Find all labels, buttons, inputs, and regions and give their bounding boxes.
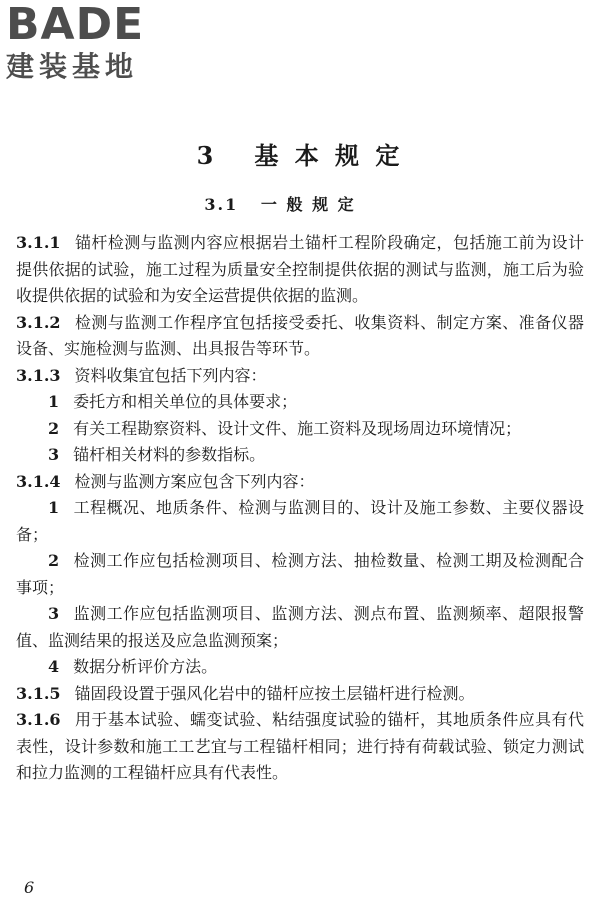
clause-number: 3.1.3	[16, 365, 61, 385]
clause-number: 3.1.5	[16, 683, 61, 703]
chapter-title	[0, 136, 600, 171]
item-number: 3	[48, 604, 60, 623]
chapter-number: 3	[196, 141, 218, 170]
list-item	[16, 548, 584, 601]
paragraph-text: 工程概况、地质条件、检测与监测目的、设计及施工参数、主要仪器设备；	[16, 498, 584, 544]
body-text	[16, 230, 584, 787]
section-title-text: 一 般 规 定	[260, 195, 356, 214]
paragraph-text: 锚杆相关材料的参数指标。	[73, 445, 266, 464]
clause-paragraph	[16, 310, 584, 363]
logo-main-text: BADE	[6, 0, 145, 50]
paragraph-text: 检测与监测工作程序宜包括接受委托、收集资料、制定方案、准备仪器设备、实施检测与监测、出具报告等环节。	[16, 312, 584, 358]
item-number: 3	[48, 445, 60, 464]
item-number: 4	[48, 657, 60, 676]
item-number: 2	[48, 551, 60, 570]
item-number: 1	[48, 392, 60, 411]
paragraph-text: 锚固段设置于强风化岩中的锚杆应按土层锚杆进行检测。	[74, 683, 475, 703]
paragraph-text: 锚杆检测与监测内容应根据岩土锚杆工程阶段确定，包括施工前为设计提供依据的试验，施工过程为质量安全控制提供依据的测试与监测，施工后为验收提供依据的试验和为安全运营提供依据的监测。	[16, 233, 584, 305]
clause-number: 3.1.1	[16, 233, 61, 252]
paragraph-text: 检测工作应包括检测项目、检测方法、抽检数量、检测工期及检测配合事项；	[16, 551, 584, 597]
clause-paragraph	[16, 363, 584, 390]
paragraph-text: 有关工程勘察资料、设计文件、施工资料及现场周边环境情况；	[73, 418, 522, 438]
clause-paragraph	[16, 707, 584, 787]
list-item	[16, 389, 584, 416]
list-item	[16, 495, 584, 548]
logo-sub-text: 建装基地	[6, 50, 139, 83]
paragraph-text: 委托方和相关单位的具体要求；	[73, 392, 298, 411]
clause-paragraph	[16, 469, 584, 496]
item-number: 2	[48, 418, 60, 438]
list-item	[16, 442, 584, 469]
paragraph-text: 资料收集宜包括下列内容：	[74, 365, 267, 385]
clause-paragraph	[16, 681, 584, 708]
page-number: 6	[24, 878, 35, 897]
list-item	[16, 601, 584, 654]
logo	[6, 2, 186, 88]
clause-number: 3.1.2	[16, 312, 61, 332]
list-item	[16, 416, 584, 443]
section-title	[0, 192, 560, 215]
paragraph-text: 数据分析评价方法。	[73, 657, 218, 676]
list-item	[16, 654, 584, 681]
paragraph-text: 检测与监测方案应包含下列内容：	[74, 471, 315, 491]
clause-paragraph	[16, 230, 584, 310]
clause-number: 3.1.4	[16, 471, 61, 491]
paragraph-text: 用于基本试验、蠕变试验、粘结强度试验的锚杆，其地质条件应具有代表性，设计参数和施工工艺宜与工程锚杆相同；进行持有荷载试验、锁定力测试和拉力监测的工程锚杆应具有代表性。	[16, 710, 584, 782]
item-number: 1	[48, 498, 60, 517]
paragraph-text: 监测工作应包括监测项目、监测方法、测点布置、监测频率、超限报警值、监测结果的报送及应急监测预案；	[16, 604, 584, 650]
chapter-title-text: 基 本 规 定	[254, 141, 404, 170]
section-number: 3.1	[204, 195, 239, 214]
clause-number: 3.1.6	[16, 710, 61, 729]
